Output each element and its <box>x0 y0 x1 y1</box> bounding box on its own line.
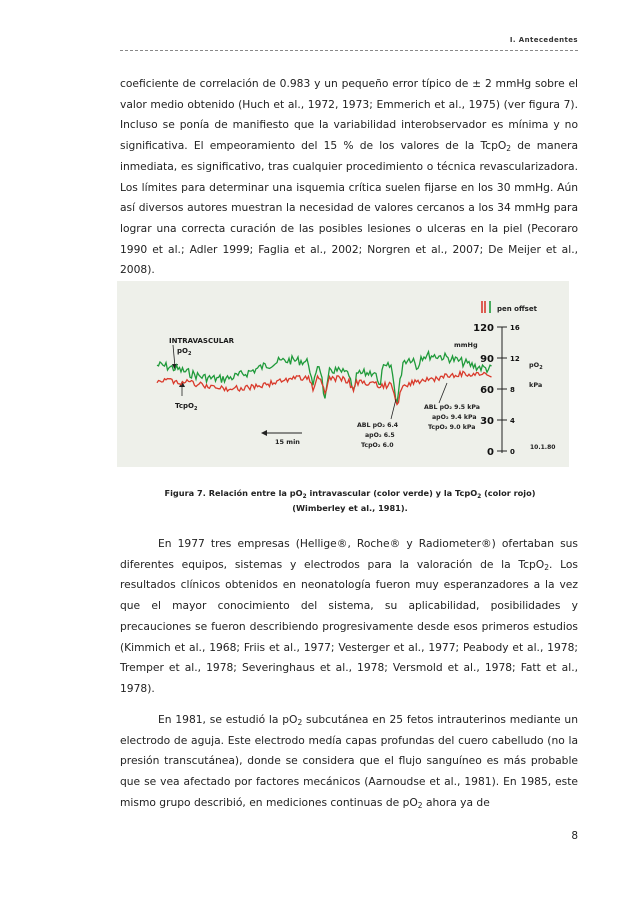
running-header: I. Antecedentes <box>509 36 578 44</box>
para2-text-a: En 1977 tres empresas (Hellige®, Roche® y Radiometer®) ofertaban sus diferentes equipos, sistemas y electrodos para la valoración de la TcpO <box>120 537 578 571</box>
axis-mmhg-label: 0 <box>487 447 494 458</box>
label-intravascular: INTRAVASCULAR <box>169 337 235 345</box>
para1-subscript: 2 <box>506 144 512 154</box>
label-tcpo2: TcpO$_2$ <box>175 402 198 412</box>
axis-kpa-label: 4 <box>510 417 515 425</box>
para1-text-a: coeficiente de correlación de 0.983 y un pequeño error típico de ± 2 mmHg sobre el valor medio obtenido (Huch et al., 1972, 1973; Emmerich et al., 1975) (ver figura 7). Incluso se ponía de manifiesto que la variabilidad interobservador es mínima y no significativa. El empeoramiento del 15 % de los valores de la TcpO <box>120 77 578 153</box>
header-rule <box>120 50 578 51</box>
label-po2: $pO_2$ <box>177 347 192 357</box>
para1-text-b: de manera inmediata, es significativo, tras cualquier procedimiento o técnica revascularizadora. Los límites para determinar una isquemia crítica suelen fijarse en los 30 mmHg. Aún así diversos autores muestran la necesidad de valores cercanos a los 34 mmHg para lograr una correcta curación de las posibles lesiones o ulceras en la piel (Pecoraro 1990 et al.; Adler 1999; Faglia et al., 2002; Norgren et al., 2007; De Meijer et al., 2008). <box>120 139 578 277</box>
axis-kpa-label: 8 <box>510 386 515 394</box>
paragraph-1 <box>120 74 578 281</box>
scale-bar-label: 15 min <box>275 438 300 446</box>
abl-right-1: ABL pO₂ 9.5 kPa <box>424 404 480 411</box>
para2-text-b: . Los resultados clínicos obtenidos en neonatología fueron muy esperanzadores a la vez que el mayor conocimiento del sistema, su aplicabilidad, posibilidades y precauciones se fueron describiendo progresivamente desde esos primeros estudios (Kimmich et al., 1968; Friis et al., 1977; Vesterger et al., 1977; Peabody et al., 1978; Tremper et al., 1978; Severinghaus et al., 1978; Versmold et al., 1978; Fatt et al., 1978). <box>120 557 579 695</box>
para3-text-c: ahora ya de <box>422 795 490 809</box>
figure-caption <box>140 486 560 516</box>
figure-date: 10.1.80 <box>530 444 556 451</box>
legend-label: pen offset <box>497 305 537 313</box>
abl-right-3: TcpO₂ 9.0 kPa <box>428 424 476 431</box>
paragraph-3 <box>120 710 578 814</box>
unit-kpa: kPa <box>529 381 543 389</box>
axis-kpa-label: 16 <box>510 324 520 332</box>
page-number: 8 <box>571 830 578 842</box>
para3-text-b: subcutánea en 25 fetos intrauterinos mediante un electrodo de aguja. Este electrodo medía capas profundas del cuero cabelludo (no la presión transcutánea), donde se considera que el flujo sanguíneo es más probable que se vea afectado por factores mecánicos (Aarnoudse et al., 1981). En 1985, este mismo grupo describió, en mediciones continuas de pO <box>120 713 578 809</box>
abl-right-2: apO₂ 9.4 kPa <box>432 414 477 421</box>
axis-kpa-label: 12 <box>510 355 520 363</box>
para2-subscript: 2 <box>544 562 549 572</box>
axis-mmhg-label: 60 <box>480 385 494 396</box>
axis-mmhg-label: 90 <box>480 354 494 365</box>
para3-subscript-2: 2 <box>417 800 423 810</box>
caption-line-1: Figura 7. Relación entre la $pO_2$ intravascular (color verde) y la TcpO$_2$ (color rojo) <box>164 488 536 500</box>
abl-left-2: apO₂ 6.5 <box>365 432 395 439</box>
paragraph-2 <box>120 534 578 700</box>
axis-mmhg-label: 120 <box>473 323 494 334</box>
figure-7-chart <box>117 281 569 467</box>
caption-line-2: (Wimberley et al., 1981). <box>292 503 408 513</box>
axis-mmhg-label: 30 <box>480 416 494 427</box>
chart-svg <box>117 281 569 467</box>
para3-text-a: En 1981, se estudió la pO <box>158 713 298 726</box>
abl-left-3: TcpO₂ 6.0 <box>361 442 394 449</box>
abl-left-1: ABL pO₂ 6.4 <box>357 422 399 429</box>
axis-kpa-label: 0 <box>510 448 515 456</box>
unit-mmhg: mmHg <box>454 341 478 349</box>
para3-subscript-1: 2 <box>297 718 303 727</box>
right-po2: $pO_2$ <box>529 361 543 371</box>
